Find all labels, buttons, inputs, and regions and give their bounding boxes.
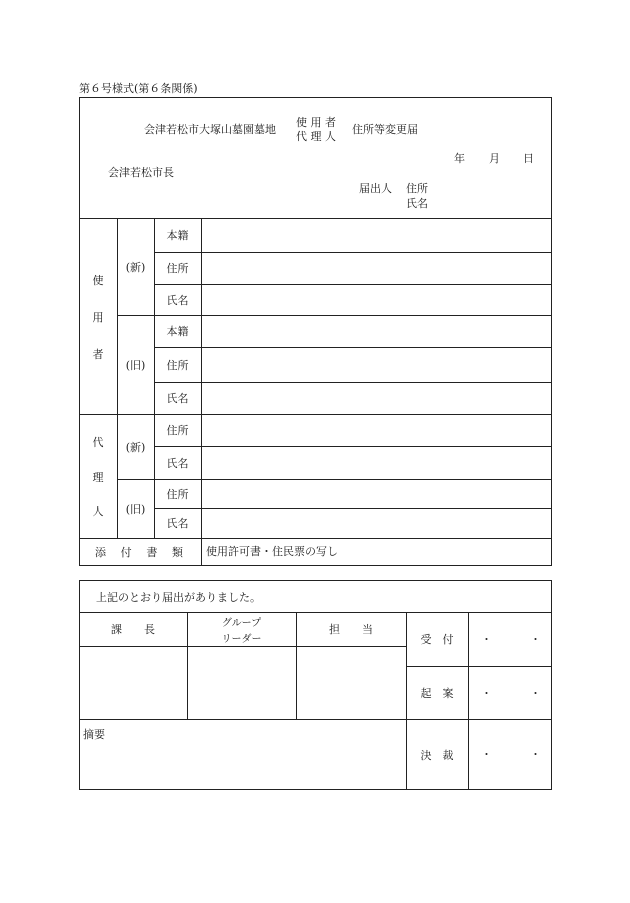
agent-label-char: 理 [92,470,104,484]
form-number: 第６号様式(第６条関係) [79,82,198,95]
date-day: 日 [523,152,534,165]
role-user: 使 用 者 [296,116,336,129]
recipient: 会津若松市長 [108,166,174,179]
kessai-dot: ・ [530,748,541,761]
agent-label-char: 代 [92,436,104,449]
user-new-address-label: 住所 [166,262,189,275]
user-label-char: 使 [92,274,104,287]
agent-section-label [79,434,117,519]
user-old-honseki-field[interactable] [202,316,551,347]
user-label-char: 用 [92,311,104,324]
agent-new-address-label: 住所 [166,424,189,437]
user-old-address-label: 住所 [166,358,189,372]
user-new-address-field[interactable] [202,253,551,284]
kessai-date-field[interactable] [469,720,551,789]
user-old-name-field[interactable] [202,383,551,414]
user-new-honseki-label: 本籍 [166,229,189,242]
uketsuke-dot: ・ [481,633,492,646]
summary-field[interactable] [80,720,405,789]
attachments-label-char: 類 [171,546,183,559]
agent-new-name-label: 氏名 [166,456,189,470]
group-leader-header [187,612,296,646]
applicant-name-field[interactable] [432,195,544,210]
uketsuke-label: 受 付 [420,633,454,646]
attachments-label-char: 添 [95,546,106,559]
kian-label: 起 案 [420,686,454,700]
group-leader-line2: リーダー [221,633,262,645]
user-new-name-field[interactable] [202,285,551,315]
user-section-label [79,272,117,362]
uketsuke-dot: ・ [530,633,541,646]
attachments-label-char: 付 [120,546,132,559]
agent-new-name-field[interactable] [202,447,551,479]
agent-old-address-field[interactable] [202,480,551,508]
agent-old-address-label: 住所 [166,487,189,501]
user-new-honseki-field[interactable] [202,219,551,252]
agent-old-label: (旧) [125,502,146,516]
attachments-label-char: 書 [146,546,158,559]
applicant-address-field[interactable] [432,180,544,195]
kian-dot: ・ [530,687,541,700]
date-month: 月 [489,152,500,165]
tanto-stamp-cell[interactable] [297,647,405,719]
form-title-left: 会津若松市大塚山墓園墓地 [144,123,276,136]
tanto-header: 担 当 [329,623,373,636]
user-old-honseki-label: 本籍 [166,325,189,338]
kian-date-field[interactable] [469,667,551,719]
user-new-name-label: 氏名 [166,293,189,307]
group-leader-stamp-cell[interactable] [188,647,295,719]
group-leader-line1: グループ [221,617,262,629]
user-old-label: (旧) [125,358,146,372]
office-notice: 上記のとおり届出がありました。 [96,591,261,604]
kacho-stamp-cell[interactable] [80,647,186,719]
kian-dot: ・ [481,687,492,700]
agent-new-address-field[interactable] [202,415,551,446]
form-title-right: 住所等変更届 [352,123,418,136]
user-old-name-label: 氏名 [166,392,189,405]
summary-label: 摘要 [83,728,105,741]
role-agent: 代 理 人 [296,130,336,143]
user-new-label: (新) [125,260,146,274]
agent-new-label: (新) [125,440,146,454]
kacho-header: 課 長 [111,623,155,636]
uketsuke-date-field[interactable] [469,613,551,666]
agent-label-char: 人 [92,505,104,518]
applicant-name-label: 氏名 [406,197,428,210]
attachments-label [79,538,201,566]
agent-old-name-label: 氏名 [166,517,189,530]
applicant-label: 届出人 [359,182,392,195]
attachments-value: 使用許可書・住民票の写し [206,545,338,558]
kessai-dot: ・ [481,748,492,761]
date-field[interactable] [440,149,540,165]
user-label-char: 者 [92,348,104,361]
agent-old-name-field[interactable] [202,509,551,538]
date-year: 年 [454,152,465,165]
applicant-address-label: 住所 [406,182,428,195]
user-old-address-field[interactable] [202,348,551,382]
kessai-label: 決 裁 [420,748,454,762]
